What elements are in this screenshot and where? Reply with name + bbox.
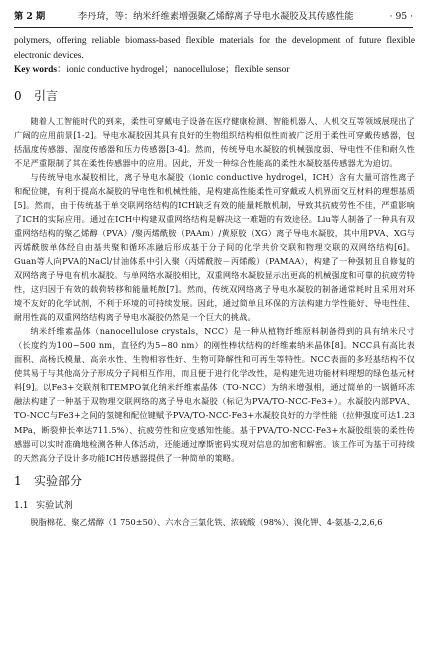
subsection-title: 实验试剂: [36, 499, 73, 511]
keywords-label: Key words: [14, 65, 57, 75]
section-number: 1: [14, 473, 22, 488]
paragraph: 与传统导电水凝胶相比，离子导电水凝胶（ionic conductive hydrogel，ICH）含有大量可溶性离子和配位键，有利于提高水凝胶的导电性和机械性能，是构建高性能柔性可穿戴或人机界面交互材料的理想基质[5]。然而，由于传统基于单交联网络结构的ICH缺乏有效的能量耗散机制，导致其抗疲劳性不佳，严重影响了ICH的实际应用。通过在ICH中构建双重网络结构是解决这一难题的有效途径。Liu等人制备了一种具有双重网络结构的聚乙烯醇（PVA）/聚丙烯酰胺（PAAm）/黄原胶（XG）离子导电水凝胶，其中用PVA、XG与丙烯酰胺单体经自由基共聚和循环冻融后形成基于分子间的化学共价交联和物理交联的双网络结构[6]。Guan等人向PVA的NaCl/甘油体系中引入聚（丙烯酰胺－丙烯酸）（PAMAA），构建了一种强韧且自修复的双网络离子导电有机水凝胶。与单网络水凝胶相比，双重网络水凝胶显示出更高的机械强度和可靠的抗疲劳特性，这归因于有效的载荷转移和能量耗散[7]。然而，传统双网络离子导电水凝胶的制备通常耗时且采用对环境不友好的化学试剂，不利于环境的可持续发展。因此，通过简单且环保的方法构建力学性能好、导电性佳、耐用性高的双重网络结构离子导电水凝胶仍然是一个巨大的挑战。: [14, 171, 415, 323]
section-title: 引言: [34, 88, 59, 103]
keywords-text: ：ionic conductive hydrogel；nanocellulose；flexible sensor: [56, 65, 290, 75]
section-heading-experiment: [14, 473, 415, 489]
keywords: [14, 63, 415, 78]
page-number: · 95 ·: [389, 11, 413, 22]
paragraph: 随着人工智能时代的到来，柔性可穿戴电子设备在医疗健康检测、智能机器人、人机交互等领域展现出了广阔的应用前景[1-2]。导电水凝胶因其具有良好的生物组织结构相似性而被广泛用于柔性可穿戴传感器，包括温度传感器、湿度传感器和压力传感器[3-4]。然而，传统导电水凝胶的机械强度弱、导电性不佳和耐久性不足严重限制了其在柔性传感器中的应用。因此，开发一种综合性能高的柔性水凝胶基传感器尤为迫切。: [14, 115, 415, 168]
running-title: 李丹琦，等：纳米纤维素增强聚乙烯醇离子导电水凝胶及其传感性能: [78, 11, 354, 22]
subsection-heading-reagents: [14, 499, 415, 513]
section-title: 实验部分: [34, 473, 83, 488]
abstract-tail: polymers, offering reliable biomass-based flexible materials for the development of future flexible electronic devices.: [14, 36, 415, 61]
running-header: [14, 9, 413, 25]
reagents-paragraph: 脱脂棉花、聚乙烯醇（1 750±50）、六水合三氯化铁、浓硫酸（98%）、溴化钾、4-氨基-2,2,6,6: [30, 516, 383, 527]
paragraph: 纳米纤维素晶体（nanocellulose crystals，NCC）是一种从植物纤维原料制备得到的具有纳米尺寸（长度约为100~500 nm，直径约为5~80 nm）的刚性棒状结构的纤维素纳米晶体[8]。NCC具有高比表面积、高杨氏模量、高亲水性、生物相容性好、生物可降解性和可再生等特性。NCC表面的多羟基结构不仅使其易于与其他高分子形成分子间相互作用，而且便于进行化学改性，是构建先进功能材料理想的绿色基元材料[9]。以Fe3+交联剂和TEMPO氧化纳米纤维素晶体（TO-NCC）为纳米增强相，通过简单的一锅循环冻融法构建了一种基于双物理交联网络的离子导电水凝胶（标记为PVA/TO-NCC-Fe3+）。水凝胶内部PVA、TO-NCC与Fe3+之间的氢键和配位键赋予PVA/TO-NCC-Fe3+水凝胶良好的力学性能（拉伸强度可达1.23 MPa，断裂伸长率达711.5%）、抗疲劳性和应变感知性能。基于PVA/TO-NCC-Fe3+水凝胶组装的柔性传感器可以实时准确地检测各种人体活动，还能通过摩斯密码实现对信息的加密和解密。该工作可为基于可持续的天然高分子设计多功能ICH传感器提供了一种简单的策略。: [14, 326, 415, 463]
issue-number: 第 2 期: [14, 11, 46, 22]
section-heading-intro: [14, 88, 415, 104]
section-number: 0: [14, 88, 22, 103]
article-body: [14, 34, 415, 529]
header-rule: [14, 27, 413, 28]
subsection-number: 1.1: [14, 499, 29, 511]
